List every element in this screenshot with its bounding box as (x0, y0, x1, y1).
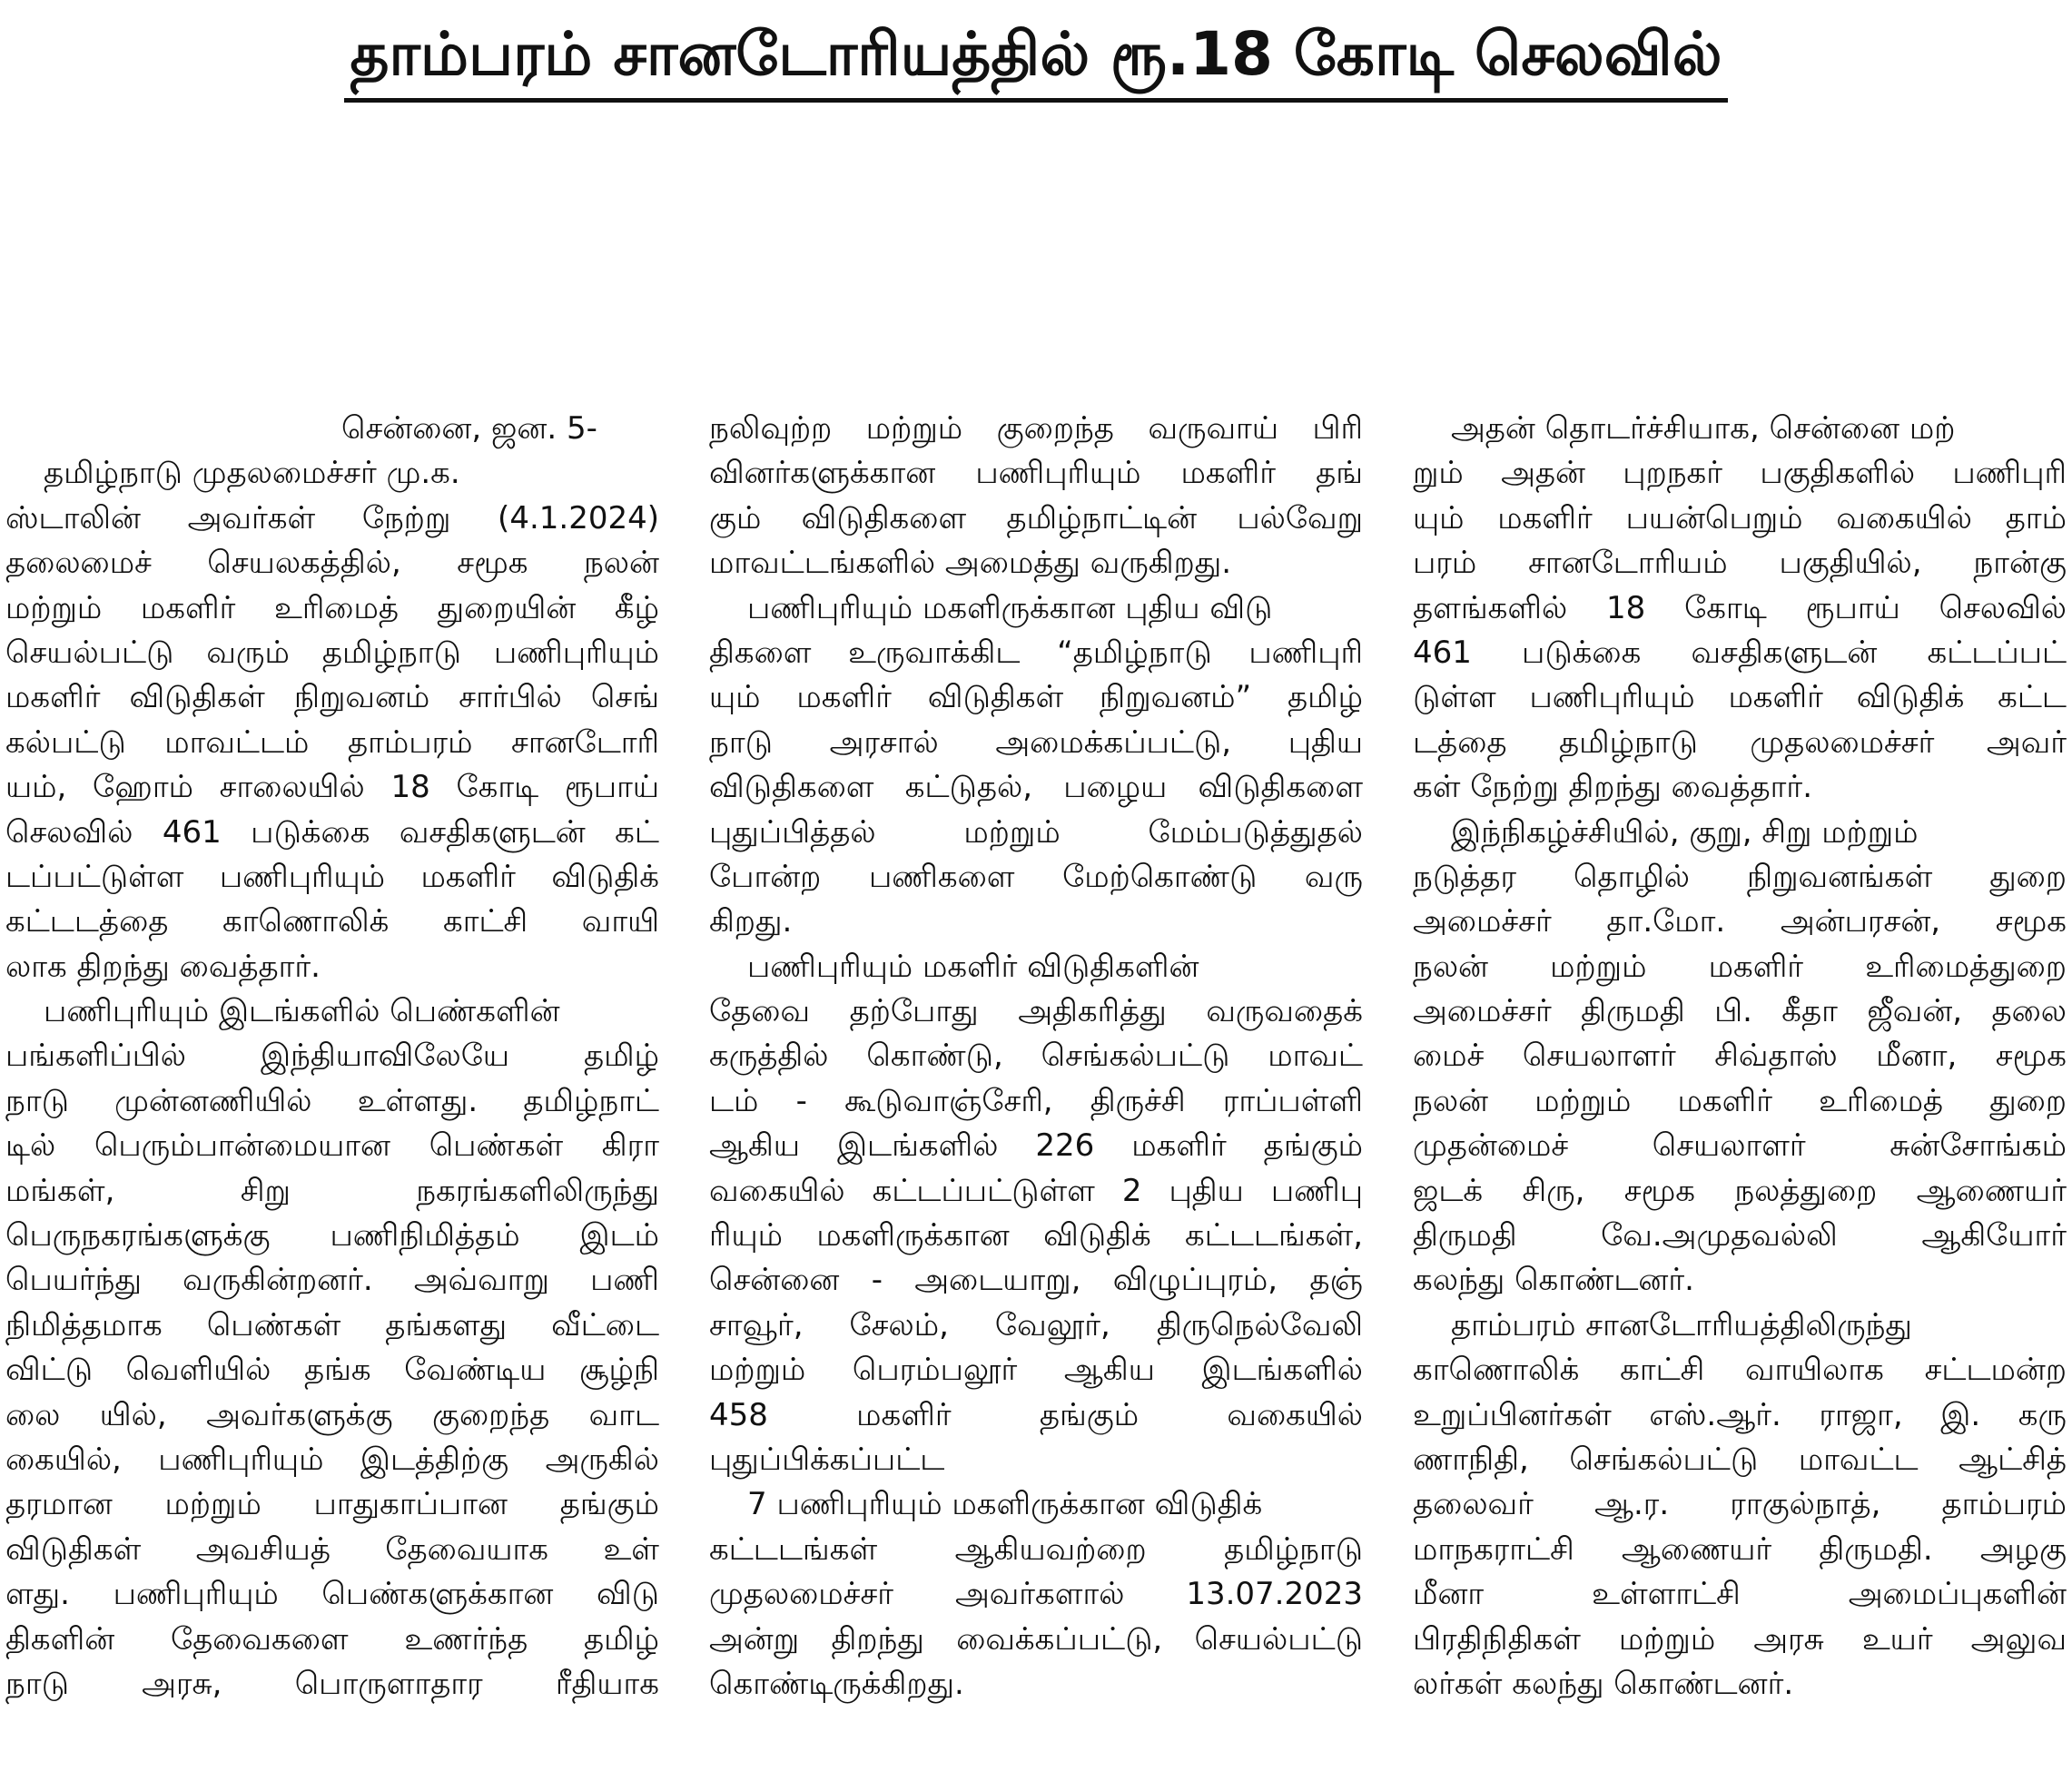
article-line: கருத்தில் கொண்டு, செங்கல்பட்டு மாவட் (709, 1038, 1363, 1075)
article-line: மற்றும் மகளிர் உரிமைத் துறையின் கீழ் (5, 589, 659, 626)
article-line: லை யில், அவர்களுக்கு குறைந்த வாட (5, 1396, 659, 1433)
article-line: நலன் மற்றும் மகளிர் உரிமைத்துறை (1413, 948, 2067, 985)
article-line: தாம்பரம் சானடோரியத்திலிருந்து (1451, 1306, 1912, 1343)
article-line: டுள்ள பணிபுரியும் மகளிர் விடுதிக் கட்ட (1413, 679, 2067, 716)
article-line: நலன் மற்றும் மகளிர் உரிமைத் துறை (1413, 1082, 2067, 1119)
article-line: புதுப்பிக்கப்பட்ட (709, 1441, 945, 1478)
article-line: வகையில் கட்டப்பட்டுள்ள 2 புதிய பணிபு (709, 1172, 1363, 1209)
article-line: இந்நிகழ்ச்சியில், குறு, சிறு மற்றும் (1451, 813, 1919, 851)
article-line: அமைச்சர் தா.மோ. அன்பரசன், சமூக (1413, 903, 2067, 940)
article-line: 461 படுக்கை வசதிகளுடன் கட்டப்பட் (1413, 634, 2067, 671)
article-line: டில் பெரும்பான்மையான பெண்கள் கிரா (5, 1127, 659, 1165)
article-line: பரம் சானடோரியம் பகுதியில், நான்கு (1413, 545, 2067, 582)
article-line: தலைமைச் செயலகத்தில், சமூக நலன் (5, 545, 659, 582)
article-line: அமைச்சர் திருமதி பி. கீதா ஜீவன், தலை (1413, 993, 2067, 1030)
article-line: கலந்து கொண்டனர். (1413, 1262, 1694, 1299)
headline (0, 127, 2072, 263)
article-line: பெயர்ந்து வருகின்றனர். அவ்வாறு பணி (5, 1262, 659, 1299)
article-line: விடுதிகளை கட்டுதல், பழைய விடுதிகளை (709, 769, 1363, 806)
article-line: யம், ஹோம் சாலையில் 18 கோடி ரூபாய் (5, 769, 659, 806)
article-line: கட்டடங்கள் ஆகியவற்றை தமிழ்நாடு (709, 1530, 1363, 1568)
column-3 (1413, 407, 2067, 1768)
article-line: கல்பட்டு மாவட்டம் தாம்பரம் சானடோரி (5, 723, 659, 761)
article-line: பங்களிப்பில் இந்தியாவிலேயே தமிழ் (5, 1038, 659, 1075)
article-line: கும் விடுதிகளை தமிழ்நாட்டின் பல்வேறு (709, 499, 1363, 536)
article-line: திருமதி வே.அமுதவல்லி ஆகியோர் (1413, 1217, 2067, 1255)
article-line: செயல்பட்டு வரும் தமிழ்நாடு பணிபுரியும் (5, 634, 659, 671)
article-line: ளது. பணிபுரியும் பெண்களுக்கான விடு (5, 1576, 659, 1613)
article-line: ணாநிதி, செங்கல்பட்டு மாவட்ட ஆட்சித் (1413, 1441, 2067, 1478)
article-line: திகளின் தேவைகளை உணர்ந்த தமிழ் (5, 1620, 659, 1658)
article-line: டப்பட்டுள்ள பணிபுரியும் மகளிர் விடுதிக் (5, 858, 659, 895)
article-body (5, 407, 2067, 1768)
article-line: 458 மகளிர் தங்கும் வகையில் (709, 1396, 1363, 1433)
article-line: பெருநகரங்களுக்கு பணிநிமித்தம் இடம் (5, 1217, 659, 1255)
article-line: திகளை உருவாக்கிட “தமிழ்நாடு பணிபுரி (709, 634, 1363, 671)
article-line: நாடு அரசு, பொருளாதார ரீதியாக (5, 1665, 659, 1702)
article-line: றும் அதன் புறநகர் பகுதிகளில் பணிபுரி (1413, 455, 2067, 492)
article-line: மங்கள், சிறு நகரங்களிலிருந்து (5, 1172, 659, 1209)
article-line: நிமித்தமாக பெண்கள் தங்களது வீட்டை (5, 1306, 659, 1343)
article-line: லாக திறந்து வைத்தார். (5, 948, 321, 985)
article-line: பணிபுரியும் மகளிருக்கான புதிய விடு (747, 589, 1273, 626)
article-line: மாவட்டங்களில் அமைத்து வருகிறது. (709, 545, 1232, 582)
article-line: நலிவுற்ற மற்றும் குறைந்த வருவாய் பிரி (709, 410, 1363, 447)
article-line: கட்டடத்தை காணொலிக் காட்சி வாயி (5, 903, 659, 940)
article-line: பணிபுரியும் மகளிர் விடுதிகளின் (747, 948, 1199, 985)
article-line: கையில், பணிபுரியும் இடத்திற்கு அருகில் (5, 1441, 659, 1478)
article-line: முதலமைச்சர் அவர்களால் 13.07.2023 (709, 1576, 1363, 1613)
column-1 (5, 407, 659, 1768)
article-line: நடுத்தர தொழில் நிறுவனங்கள் துறை (1413, 858, 2067, 895)
article-line: புதுப்பித்தல் மற்றும் மேம்படுத்துதல் (709, 813, 1363, 851)
article-line: பணிபுரியும் இடங்களில் பெண்களின் (44, 993, 560, 1030)
kicker-text: தாம்பரம் சானடோரியத்தில் ரூ.18 கோடி செலவில் (344, 13, 1727, 103)
article-line: வினர்களுக்கான பணிபுரியும் மகளிர் தங் (709, 455, 1363, 492)
article-line: பிரதிநிதிகள் மற்றும் அரசு உயர் அலுவ (1413, 1620, 2067, 1658)
article-line: மற்றும் பெரம்பலூர் ஆகிய இடங்களில் (709, 1352, 1363, 1389)
article-line: தளங்களில் 18 கோடி ரூபாய் செலவில் (1413, 589, 2067, 626)
article-line: மாநகராட்சி ஆணையர் திருமதி. அழகு (1413, 1530, 2067, 1568)
article-line: மகளிர் விடுதிகள் நிறுவனம் சார்பில் செங் (5, 679, 659, 716)
article-line: போன்ற பணிகளை மேற்கொண்டு வரு (709, 858, 1363, 895)
article-line: செலவில் 461 படுக்கை வசதிகளுடன் கட் (5, 813, 659, 851)
subheadline (0, 280, 2072, 379)
article-line: ஸ்டாலின் அவர்கள் நேற்று (4.1.2024) (5, 499, 659, 536)
article-line: கிறது. (709, 903, 793, 940)
article-line: மீனா உள்ளாட்சி அமைப்புகளின் (1413, 1576, 2067, 1613)
article-line: சென்னை - அடையாறு, விழுப்புரம், தஞ் (709, 1262, 1363, 1299)
article-line: மைச் செயலாளர் சிவ்தாஸ் மீனா, சமூக (1413, 1038, 2067, 1075)
article-line: நாடு முன்னணியில் உள்ளது. தமிழ்நாட் (5, 1082, 659, 1119)
article-line: காணொலிக் காட்சி வாயிலாக சட்டமன்ற (1413, 1352, 2067, 1389)
article-line: சென்னை, ஜன. 5- (341, 410, 597, 447)
article-line: லர்கள் கலந்து கொண்டனர். (1413, 1665, 1794, 1702)
article-line: 7 பணிபுரியும் மகளிருக்கான விடுதிக் (747, 1486, 1263, 1523)
article-line: டத்தை தமிழ்நாடு முதலமைச்சர் அவர் (1413, 723, 2067, 761)
article-line: கள் நேற்று திறந்து வைத்தார். (1413, 769, 1813, 806)
article-line: ரியும் மகளிருக்கான விடுதிக் கட்டடங்கள், (709, 1217, 1363, 1255)
article-line: விடுதிகள் அவசியத் தேவையாக உள் (5, 1530, 659, 1568)
article-line: அதன் தொடர்ச்சியாக, சென்னை மற் (1451, 410, 1956, 447)
article-line: முதன்மைச் செயலாளர் சுன்சோங்கம் (1413, 1127, 2067, 1165)
article-line: ஜடக் சிரு, சமூக நலத்துறை ஆணையர் (1413, 1172, 2067, 1209)
article-line: உறுப்பினர்கள் எஸ்.ஆர். ராஜா, இ. கரு (1413, 1396, 2067, 1433)
article-line: சாவூர், சேலம், வேலூர், திருநெல்வேலி (709, 1306, 1363, 1343)
article-line: யும் மகளிர் பயன்பெறும் வகையில் தாம் (1413, 499, 2067, 536)
article-line: கொண்டிருக்கிறது. (709, 1665, 964, 1702)
article-line: டம் - கூடுவாஞ்சேரி, திருச்சி ராப்பள்ளி (709, 1082, 1363, 1119)
article-line: தமிழ்நாடு முதலமைச்சர் மு.க. (44, 455, 460, 492)
article-line: ஆகிய இடங்களில் 226 மகளிர் தங்கும் (709, 1127, 1363, 1165)
article-line: தரமான மற்றும் பாதுகாப்பான தங்கும் (5, 1486, 659, 1523)
article-line: அன்று திறந்து வைக்கப்பட்டு, செயல்பட்டு (709, 1620, 1363, 1658)
kicker-line (0, 13, 2072, 103)
article-line: தலைவர் ஆ.ர. ராகுல்நாத், தாம்பரம் (1413, 1486, 2067, 1523)
column-2 (709, 407, 1363, 1768)
article-line: தேவை தற்போது அதிகரித்து வருவதைக் (709, 993, 1363, 1030)
article-line: விட்டு வெளியில் தங்க வேண்டிய சூழ்நி (5, 1352, 659, 1389)
article-line: யும் மகளிர் விடுதிகள் நிறுவனம்” தமிழ் (709, 679, 1363, 716)
article-line: நாடு அரசால் அமைக்கப்பட்டு, புதிய (709, 723, 1363, 761)
